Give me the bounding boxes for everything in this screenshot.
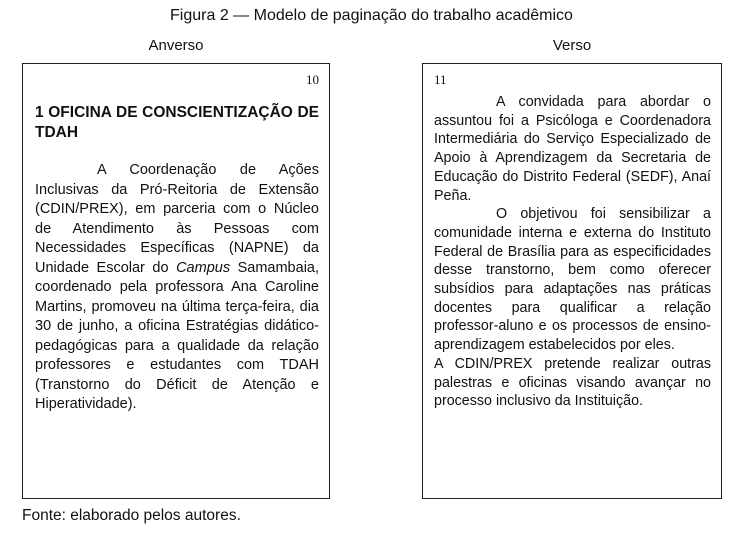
anverso-page: [22, 63, 330, 499]
anverso-page-number: 10: [306, 72, 319, 87]
anverso-paragraph-italic: Campus: [176, 259, 231, 276]
figure-source: Fonte: elaborado pelos autores.: [22, 507, 241, 524]
anverso-heading: 1 OFICINA DE CONSCIENTIZAÇÃO DE TDAH: [35, 104, 319, 141]
verso-paragraph-1: A convidada para abordar o assuntou foi a Psicóloga e Coordenadora Intermediária do Serviço Especializado de Apoio à Aprendizagem da Secretaria de Educação do Distrito Federal (SEDF), Anaí Peña.: [434, 94, 711, 204]
figure-title: Figura 2 — Modelo de paginação do trabalho acadêmico: [170, 7, 573, 24]
anverso-label: Anverso: [148, 37, 204, 54]
verso-page: [422, 63, 722, 499]
verso-paragraph-2: O objetivou foi sensibilizar a comunidade interna e externa do Instituto Federal de Brasília para as especificidades desse transtorno, bem como oferecer subsídios para adaptações nas práticas docentes para qualificar a relação professor-aluno e os processos de ensino-aprendizagem estabelecidos por eles.: [434, 206, 711, 354]
verso-page-number: 11: [434, 72, 447, 87]
verso-label: Verso: [552, 37, 592, 54]
anverso-paragraph: [35, 161, 319, 415]
anverso-paragraph-text-1: A Coordenação de Ações Inclusivas da Pró-Reitoria de Extensão (CDIN/PREX), em parceria com o Núcleo de Atendimento às Pessoas com Necessidades Específicas (NAPNE) da Unidade Escolar do: [35, 162, 319, 276]
anverso-paragraph-text-2: Samambaia, coordenado pela professora Ana Caroline Martins, promoveu na última terça-feira, dia 30 de junho, a oficina Estratégias didático-pedagógicas para a qualidade da relação professores e estudantes com TDAH (Transtorno do Déficit de Atenção e Hiperatividade).: [35, 259, 320, 412]
verso-paragraph-3: A CDIN/PREX pretende realizar outras palestras e oficinas visando avançar no processo inclusivo da Instituição.: [434, 355, 711, 410]
